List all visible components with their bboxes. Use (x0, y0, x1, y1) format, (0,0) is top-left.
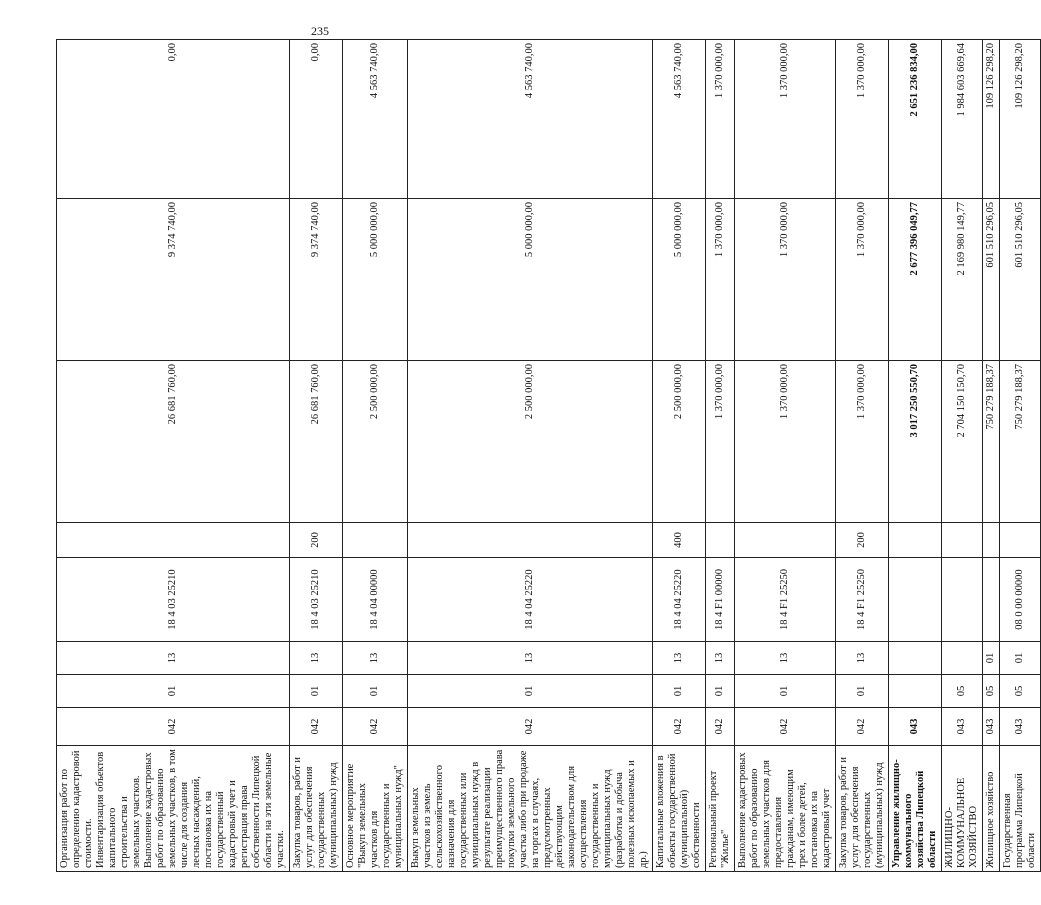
amount-year-2: 1 370 000,00 (706, 199, 735, 361)
rotated-table-wrapper (56, 40, 1037, 872)
row-description: Государственная программа Липецкой области (1000, 746, 1041, 872)
section-code: 01 (706, 675, 735, 708)
ministry-code: 042 (57, 708, 290, 746)
subsection-code: 13 (343, 642, 408, 675)
row-description: Закупка товаров, работ и услуг для обеспечения государственных (муниципальных) нужд (836, 746, 889, 872)
target-article-code (983, 558, 1000, 642)
amount-year-3: 1 984 603 669,64 (942, 40, 983, 199)
section-code: 01 (836, 675, 889, 708)
amount-year-3: 0,00 (290, 40, 343, 199)
amount-year-3: 0,00 (57, 40, 290, 199)
amount-year-3: 2 651 236 834,00 (889, 40, 942, 199)
amount-year-3: 1 370 000,00 (706, 40, 735, 199)
ministry-code: 043 (983, 708, 1000, 746)
expense-type-code (57, 523, 290, 558)
subsection-code: 01 (983, 642, 1000, 675)
row-description: Жилищное хозяйство (983, 746, 1000, 872)
amount-year-3: 4 563 740,00 (408, 40, 653, 199)
expense-type-code: 200 (836, 523, 889, 558)
target-article-code: 18 4 F1 25250 (836, 558, 889, 642)
amount-year-1: 1 370 000,00 (836, 361, 889, 523)
target-article-code: 18 4 04 00000 (343, 558, 408, 642)
amount-year-2: 5 000 000,00 (653, 199, 706, 361)
amount-year-1: 2 500 000,00 (343, 361, 408, 523)
page-number: 235 (311, 24, 329, 38)
section-code: 01 (290, 675, 343, 708)
budget-table (56, 39, 1041, 872)
amount-year-2: 601 510 296,05 (1000, 199, 1041, 361)
target-article-code (942, 558, 983, 642)
subsection-code (889, 642, 942, 675)
table-row (836, 40, 889, 872)
expense-type-code: 400 (653, 523, 706, 558)
row-description: Управление жилищно-коммунального хозяйства Липецкой области (889, 746, 942, 872)
amount-year-3: 4 563 740,00 (343, 40, 408, 199)
section-code: 01 (735, 675, 836, 708)
subsection-code: 01 (1000, 642, 1041, 675)
amount-year-1: 26 681 760,00 (57, 361, 290, 523)
expense-type-code (735, 523, 836, 558)
amount-year-1: 1 370 000,00 (706, 361, 735, 523)
row-description: Выкуп земельных участков из земель сельскохозяйственного назначения для государственных или муниципальных нужд в результате реализации преимущественного права покупки земельного участка либо при продаже на торгах в случаях, предусмотренных действующим законодательством для осуществления государственных и муниципальных нужд (разработка и добыча полезных ископаемых и др.) (408, 746, 653, 872)
amount-year-1: 26 681 760,00 (290, 361, 343, 523)
amount-year-3: 109 126 298,20 (1000, 40, 1041, 199)
amount-year-2: 9 374 740,00 (57, 199, 290, 361)
amount-year-3: 109 126 298,20 (983, 40, 1000, 199)
amount-year-1: 2 500 000,00 (653, 361, 706, 523)
expense-type-code (1000, 523, 1041, 558)
target-article-code (889, 558, 942, 642)
subsection-code: 13 (653, 642, 706, 675)
amount-year-2: 1 370 000,00 (836, 199, 889, 361)
target-article-code: 18 4 F1 25250 (735, 558, 836, 642)
subsection-code: 13 (735, 642, 836, 675)
ministry-code: 043 (1000, 708, 1041, 746)
target-article-code: 18 4 03 25210 (290, 558, 343, 642)
amount-year-1: 3 017 250 550,70 (889, 361, 942, 523)
table-row (706, 40, 735, 872)
ministry-code: 042 (735, 708, 836, 746)
amount-year-2: 5 000 000,00 (343, 199, 408, 361)
row-description: Основное мероприятие "Выкуп земельных участков для государственных и муниципальных нужд" (343, 746, 408, 872)
section-code: 01 (57, 675, 290, 708)
expense-type-code (889, 523, 942, 558)
section-code: 05 (942, 675, 983, 708)
amount-year-1: 750 279 188,37 (983, 361, 1000, 523)
table-row (942, 40, 983, 872)
table-row (1000, 40, 1041, 872)
target-article-code: 18 4 F1 00000 (706, 558, 735, 642)
section-code: 01 (343, 675, 408, 708)
target-article-code: 18 4 03 25210 (57, 558, 290, 642)
expense-type-code (983, 523, 1000, 558)
expense-type-code (343, 523, 408, 558)
ministry-code: 042 (408, 708, 653, 746)
amount-year-1: 2 704 150 150,70 (942, 361, 983, 523)
ministry-code: 042 (706, 708, 735, 746)
amount-year-2: 5 000 000,00 (408, 199, 653, 361)
target-article-code: 08 0 00 00000 (1000, 558, 1041, 642)
amount-year-2: 2 677 396 049,77 (889, 199, 942, 361)
row-description: Закупка товаров, работ и услуг для обеспечения государственных (муниципальных) нужд (290, 746, 343, 872)
amount-year-1: 1 370 000,00 (735, 361, 836, 523)
row-description: Капитальные вложения в объекты государственной (муниципальной) собственности (653, 746, 706, 872)
amount-year-2: 1 370 000,00 (735, 199, 836, 361)
ministry-code: 042 (836, 708, 889, 746)
row-description: Организация работ по определению кадастровой стоимости. Инвентаризация объектов капитального строительства и земельных участков. Выполнение кадастровых работ по образованию земельных участков, в том числе для создания лесных насаждений, постановка их на государственный кадастровый учет и регистрация права собственности Липецкой области на эти земельные участки. (57, 746, 290, 872)
subsection-code: 13 (57, 642, 290, 675)
amount-year-2: 9 374 740,00 (290, 199, 343, 361)
table-row (735, 40, 836, 872)
section-code (889, 675, 942, 708)
ministry-code: 043 (942, 708, 983, 746)
table-row (889, 40, 942, 872)
table-row (290, 40, 343, 872)
expense-type-code (942, 523, 983, 558)
expense-type-code (706, 523, 735, 558)
expense-type-code: 200 (290, 523, 343, 558)
expense-type-code (408, 523, 653, 558)
table-row (408, 40, 653, 872)
ministry-code: 043 (889, 708, 942, 746)
table-row (653, 40, 706, 872)
subsection-code: 13 (408, 642, 653, 675)
ministry-code: 042 (343, 708, 408, 746)
section-code: 05 (983, 675, 1000, 708)
row-description: ЖИЛИЩНО-КОММУНАЛЬНОЕ ХОЗЯЙСТВО (942, 746, 983, 872)
amount-year-3: 4 563 740,00 (653, 40, 706, 199)
table-row (57, 40, 290, 872)
table-row (343, 40, 408, 872)
amount-year-2: 601 510 296,05 (983, 199, 1000, 361)
amount-year-3: 1 370 000,00 (836, 40, 889, 199)
amount-year-3: 1 370 000,00 (735, 40, 836, 199)
table-row (983, 40, 1000, 872)
subsection-code: 13 (706, 642, 735, 675)
row-description: Региональный проект "Жилье" (706, 746, 735, 872)
target-article-code: 18 4 04 25220 (408, 558, 653, 642)
section-code: 05 (1000, 675, 1041, 708)
subsection-code: 13 (290, 642, 343, 675)
amount-year-1: 2 500 000,00 (408, 361, 653, 523)
amount-year-1: 750 279 188,37 (1000, 361, 1041, 523)
amount-year-2: 2 169 980 149,77 (942, 199, 983, 361)
ministry-code: 042 (290, 708, 343, 746)
row-description: Выполнение кадастровых работ по образованию земельных участков для предоставления гражданам, имеющим трех и более детей, постановка их на кадастровый учет (735, 746, 836, 872)
ministry-code: 042 (653, 708, 706, 746)
section-code: 01 (408, 675, 653, 708)
target-article-code: 18 4 04 25220 (653, 558, 706, 642)
section-code: 01 (653, 675, 706, 708)
subsection-code: 13 (836, 642, 889, 675)
subsection-code (942, 642, 983, 675)
